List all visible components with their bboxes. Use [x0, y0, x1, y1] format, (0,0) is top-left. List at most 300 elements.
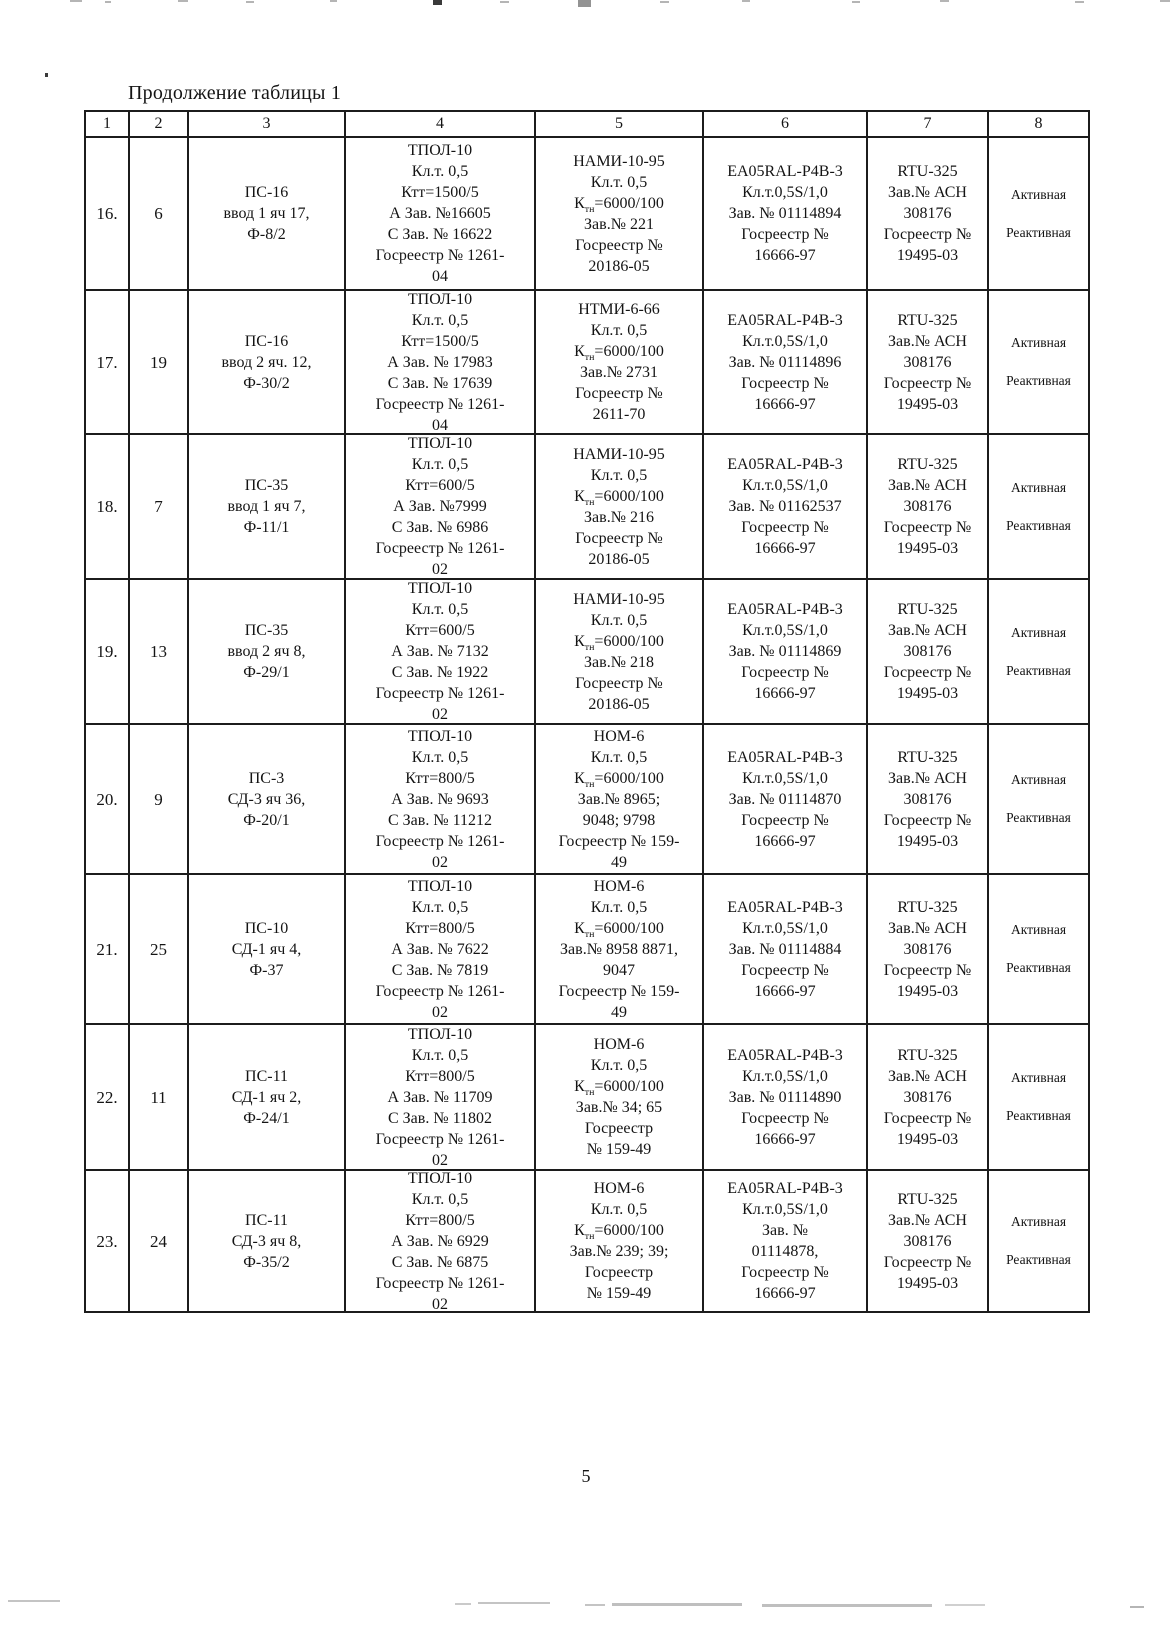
scan-artifact: [1160, 0, 1170, 2]
meter-line: Госреестр №: [741, 1109, 829, 1127]
vt-line: НАМИ-10-95: [573, 590, 665, 608]
scan-artifact: [852, 1, 860, 3]
location-line: ввод 2 яч. 12,: [221, 353, 312, 371]
row-16-vt-cell: [536, 138, 704, 291]
location-line: Ф-29/1: [243, 664, 290, 681]
row-19-vt-cell: [536, 580, 704, 725]
row-18-vt-cell: [536, 435, 704, 580]
column-header-7: 7: [868, 112, 989, 138]
row-23-ct-cell: [346, 1171, 536, 1313]
location-line: ПС-16: [244, 332, 289, 350]
ct-line: Госреестр № 1261-: [375, 247, 505, 264]
row-23-vt-cell: [536, 1171, 704, 1313]
row-20-energy-cell: [989, 725, 1090, 875]
meter-line: Госреестр №: [741, 1264, 829, 1281]
rtu-line: Зав.№ АСН: [888, 1067, 967, 1085]
vt-line: Госреестр: [584, 1120, 654, 1137]
ct-line: Кл.т. 0,5: [411, 601, 469, 618]
scan-artifact: [742, 0, 750, 2]
row-16-point-cell: 6: [130, 138, 189, 291]
ct-line: 02: [432, 706, 448, 723]
meter-line: Зав. № 01114870: [728, 790, 842, 808]
rtu-line: RTU-325: [897, 163, 958, 180]
vt-line: $К_{тн}=6000/100$: [574, 487, 664, 508]
vt-line: Зав.№ 34; 65: [575, 1099, 663, 1116]
energy-line: Реактивная: [1006, 810, 1071, 825]
scan-artifact: [45, 73, 48, 77]
meter-line: Зав. № 01114869: [728, 643, 842, 660]
rtu-line: Зав.№ АСН: [888, 622, 967, 639]
rtu-line: 308176: [903, 940, 952, 958]
row-19-location-cell: [189, 580, 346, 725]
energy-line: Реактивная: [1006, 960, 1071, 975]
energy-line: Активная: [1010, 922, 1067, 937]
ct-line: А Зав. № 7132: [391, 643, 489, 660]
row-19-meter-cell: [704, 580, 868, 725]
ct-line: С Зав. № 16622: [387, 226, 493, 243]
vt-line: $К_{тн}=6000/100$: [574, 1078, 664, 1099]
column-header-4: 4: [346, 112, 536, 138]
rtu-line: RTU-325: [897, 1190, 958, 1208]
meter-line: Зав. № 01114896: [728, 353, 842, 371]
scan-artifact: [945, 1604, 985, 1606]
ct-line: С Зав. № 17639: [387, 374, 493, 392]
scan-artifact: [1130, 1606, 1144, 1608]
row-20-num-cell: 20.: [86, 725, 130, 875]
meter-line: Кл.т.0,5S/1,0: [742, 1201, 828, 1218]
ct-line: А Зав. №7999: [393, 498, 487, 515]
rtu-line: Госреестр №: [883, 1253, 972, 1271]
rtu-line: Зав.№ АСН: [888, 184, 967, 201]
meter-line: EA05RAL-P4B-3: [727, 748, 843, 766]
table: [84, 110, 1090, 1313]
energy-line: Реактивная: [1006, 1252, 1071, 1267]
vt-line: $К_{тн}=6000/100$: [574, 632, 664, 653]
vt-line: Зав.№ 221: [584, 215, 654, 233]
row-19-energy-cell: [989, 580, 1090, 725]
meter-line: Госреестр №: [741, 811, 829, 829]
meter-line: Госреестр №: [741, 374, 829, 392]
scan-artifact: [478, 1602, 550, 1604]
vt-line: НОМ-6: [593, 877, 645, 895]
ct-line: А Зав. № 9693: [391, 790, 489, 808]
ct-line: Госреестр № 1261-: [375, 1130, 505, 1148]
vt-line: Зав.№ 8958 8871,: [560, 940, 678, 958]
vt-line: $К_{тн}=6000/100$: [574, 343, 664, 364]
rtu-line: Зав.№ АСН: [888, 332, 967, 350]
location-line: ПС-16: [244, 184, 289, 201]
row-17-location-cell: [189, 291, 346, 435]
scan-artifact: [585, 1604, 605, 1606]
location-line: ПС-10: [244, 919, 289, 937]
rtu-line: RTU-325: [897, 898, 958, 916]
row-22-ct-cell: [346, 1025, 536, 1171]
meter-line: Госреестр №: [741, 664, 829, 681]
ct-line: Ктт=600/5: [405, 622, 475, 639]
location-line: ПС-11: [245, 1211, 288, 1229]
column-header-1: 1: [86, 112, 130, 138]
rtu-line: Зав.№ АСН: [888, 769, 967, 787]
vt-line: 20186-05: [588, 550, 650, 568]
vt-line: НОМ-6: [593, 1180, 645, 1197]
energy-line: Реактивная: [1006, 517, 1071, 533]
ct-line: 04: [432, 268, 448, 285]
vt-line: Госреестр № 159-: [558, 982, 680, 1000]
energy-line: Реактивная: [1006, 373, 1071, 388]
location-line: ПС-35: [244, 622, 289, 639]
row-16-location-cell: [189, 138, 346, 291]
rtu-line: 308176: [903, 1232, 952, 1250]
ct-line: С Зав. № 11212: [387, 811, 492, 829]
ct-line: 02: [432, 561, 448, 578]
rtu-line: Зав.№ АСН: [888, 1211, 967, 1229]
ct-line: Ктт=800/5: [405, 769, 475, 787]
energy-line: Активная: [1010, 186, 1067, 202]
rtu-line: Госреестр №: [883, 1109, 972, 1127]
vt-line: Кл.т. 0,5: [590, 466, 648, 484]
meter-line: EA05RAL-P4B-3: [727, 311, 843, 329]
row-16-rtu-cell: [868, 138, 989, 291]
vt-line: Кл.т. 0,5: [590, 1201, 648, 1218]
row-17-meter-cell: [704, 291, 868, 435]
rtu-line: 19495-03: [896, 982, 959, 1000]
location-line: Ф-37: [249, 961, 284, 979]
vt-line: Госреестр: [584, 1264, 654, 1281]
ct-line: С Зав. № 7819: [391, 961, 489, 979]
row-16-meter-cell: [704, 138, 868, 291]
rtu-line: 19495-03: [896, 540, 959, 557]
meter-line: EA05RAL-P4B-3: [727, 601, 843, 618]
vt-line: 2611-70: [592, 406, 646, 423]
meter-line: 16666-97: [754, 1285, 816, 1302]
rtu-line: Госреестр №: [883, 811, 972, 829]
ct-line: А Зав. № 7622: [391, 940, 489, 958]
energy-line: Активная: [1010, 1214, 1067, 1229]
meter-line: Кл.т.0,5S/1,0: [742, 622, 828, 639]
energy-line: Активная: [1010, 479, 1067, 495]
row-20-vt-cell: [536, 725, 704, 875]
location-line: ввод 1 яч 7,: [227, 498, 306, 515]
ct-line: А Зав. № 6929: [391, 1232, 489, 1250]
ct-line: 02: [432, 1003, 448, 1021]
row-21-ct-cell: [346, 875, 536, 1025]
ct-line: Госреестр № 1261-: [375, 540, 505, 557]
ct-line: С Зав. № 6986: [391, 519, 489, 536]
column-header-2: 2: [130, 112, 189, 138]
ct-line: ТПОЛ-10: [407, 877, 473, 895]
row-19-num-cell: 19.: [86, 580, 130, 725]
scan-artifact: [8, 1600, 60, 1602]
row-21-num-cell: 21.: [86, 875, 130, 1025]
scan-artifact: [330, 0, 337, 2]
meter-line: Кл.т.0,5S/1,0: [742, 184, 828, 201]
vt-line: № 159-49: [586, 1141, 652, 1158]
ct-line: Кл.т. 0,5: [411, 1190, 469, 1208]
location-line: Ф-30/2: [243, 374, 290, 392]
meter-line: EA05RAL-P4B-3: [727, 1046, 843, 1064]
ct-line: ТПОЛ-10: [407, 727, 473, 745]
location-line: СД-1 яч 2,: [231, 1088, 302, 1106]
energy-line: Реактивная: [1006, 662, 1071, 678]
location-line: СД-1 яч 4,: [231, 940, 302, 958]
rtu-line: 308176: [903, 498, 952, 515]
row-16-energy-cell: [989, 138, 1090, 291]
row-21-point-cell: 25: [130, 875, 189, 1025]
ct-line: Ктт=600/5: [405, 477, 475, 494]
ct-line: Кл.т. 0,5: [411, 163, 469, 180]
row-18-meter-cell: [704, 435, 868, 580]
column-header-6: 6: [704, 112, 868, 138]
meter-line: 16666-97: [754, 1130, 816, 1148]
vt-line: Госреестр №: [575, 385, 663, 402]
ct-line: ТПОЛ-10: [407, 291, 473, 308]
location-line: Ф-11/1: [243, 519, 290, 536]
location-line: ввод 2 яч 8,: [227, 643, 306, 660]
row-20-meter-cell: [704, 725, 868, 875]
meter-line: 16666-97: [754, 832, 816, 850]
rtu-line: RTU-325: [897, 601, 958, 618]
vt-line: Кл.т. 0,5: [590, 611, 648, 629]
row-21-vt-cell: [536, 875, 704, 1025]
location-line: Ф-20/1: [243, 811, 290, 829]
scan-artifact: [578, 0, 591, 7]
energy-line: Активная: [1010, 772, 1067, 787]
row-18-num-cell: 18.: [86, 435, 130, 580]
vt-line: $К_{тн}=6000/100$: [574, 1222, 664, 1243]
vt-line: Зав.№ 216: [584, 508, 654, 526]
rtu-line: Госреестр №: [883, 519, 972, 536]
row-17-ct-cell: [346, 291, 536, 435]
location-line: ввод 1 яч 17,: [223, 205, 310, 222]
rtu-line: Госреестр №: [883, 664, 972, 681]
scan-artifact: [178, 0, 188, 2]
scan-artifact: [612, 1603, 742, 1606]
rtu-line: Зав.№ АСН: [888, 477, 967, 494]
row-22-rtu-cell: [868, 1025, 989, 1171]
vt-line: НАМИ-10-95: [573, 152, 665, 170]
row-23-point-cell: 24: [130, 1171, 189, 1313]
scan-artifact: [246, 1, 254, 3]
meter-line: EA05RAL-P4B-3: [727, 1180, 843, 1197]
ct-line: ТПОЛ-10: [407, 580, 473, 597]
row-20-rtu-cell: [868, 725, 989, 875]
row-18-rtu-cell: [868, 435, 989, 580]
meter-line: Зав. № 01114884: [728, 940, 842, 958]
scan-artifact: [660, 1, 669, 3]
rtu-line: 308176: [903, 353, 952, 371]
vt-line: Кл.т. 0,5: [590, 1057, 648, 1074]
row-23-num-cell: 23.: [86, 1171, 130, 1313]
ct-line: Госреестр № 1261-: [375, 685, 505, 702]
scan-artifact: [1075, 1, 1084, 3]
row-16-ct-cell: [346, 138, 536, 291]
column-header-8: 8: [989, 112, 1090, 138]
vt-line: НОМ-6: [593, 1036, 645, 1053]
rtu-line: Госреестр №: [883, 961, 972, 979]
meter-line: EA05RAL-P4B-3: [727, 163, 843, 180]
scan-artifact: [70, 0, 82, 2]
page-number: 5: [581, 1466, 591, 1486]
vt-line: Кл.т. 0,5: [590, 322, 648, 339]
row-17-num-cell: 17.: [86, 291, 130, 435]
meter-line: Зав. №: [762, 1222, 808, 1239]
meter-line: 16666-97: [754, 395, 816, 413]
rtu-line: 308176: [903, 643, 952, 660]
meter-line: EA05RAL-P4B-3: [727, 456, 843, 473]
ct-line: Кл.т. 0,5: [411, 1046, 469, 1064]
energy-line: Реактивная: [1006, 1108, 1071, 1123]
column-header-3: 3: [189, 112, 346, 138]
meter-line: 01114878,: [751, 1243, 819, 1260]
row-23-rtu-cell: [868, 1171, 989, 1313]
rtu-line: 19495-03: [896, 685, 959, 702]
row-22-location-cell: [189, 1025, 346, 1171]
ct-line: Госреестр № 1261-: [375, 395, 505, 413]
rtu-line: 19495-03: [896, 247, 959, 264]
vt-line: 9048; 9798: [582, 811, 656, 829]
meter-line: 16666-97: [754, 982, 816, 1000]
vt-line: Госреестр №: [575, 236, 663, 254]
vt-line: № 159-49: [586, 1285, 652, 1302]
scan-artifact: [455, 1603, 471, 1605]
energy-line: Активная: [1010, 624, 1067, 640]
row-23-meter-cell: [704, 1171, 868, 1313]
ct-line: ТПОЛ-10: [407, 142, 473, 159]
row-20-point-cell: 9: [130, 725, 189, 875]
vt-line: 49: [611, 1003, 627, 1021]
rtu-line: 19495-03: [896, 1130, 959, 1148]
row-21-rtu-cell: [868, 875, 989, 1025]
ct-line: А Зав. № 17983: [387, 353, 493, 371]
ct-line: Ктт=800/5: [405, 1211, 475, 1229]
scan-artifact: [433, 0, 442, 5]
meter-line: Кл.т.0,5S/1,0: [742, 769, 828, 787]
rtu-line: 308176: [903, 790, 952, 808]
ct-line: Госреестр № 1261-: [375, 982, 505, 1000]
meter-line: Кл.т.0,5S/1,0: [742, 477, 828, 494]
ct-line: 02: [432, 1295, 448, 1313]
row-22-energy-cell: [989, 1025, 1090, 1171]
vt-line: Кл.т. 0,5: [590, 748, 648, 766]
row-19-point-cell: 13: [130, 580, 189, 725]
location-line: ПС-35: [244, 477, 289, 494]
rtu-line: Госреестр №: [883, 226, 972, 243]
page-title: Продолжение таблицы 1: [128, 82, 342, 104]
ct-line: ТПОЛ-10: [407, 1025, 473, 1043]
row-21-meter-cell: [704, 875, 868, 1025]
row-22-meter-cell: [704, 1025, 868, 1171]
ct-line: Кл.т. 0,5: [411, 456, 469, 473]
row-17-energy-cell: [989, 291, 1090, 435]
rtu-line: RTU-325: [897, 311, 958, 329]
vt-line: Кл.т. 0,5: [590, 173, 648, 191]
ct-line: ТПОЛ-10: [407, 1171, 473, 1187]
vt-line: Зав.№ 8965;: [577, 790, 661, 808]
ct-line: Госреестр № 1261-: [375, 832, 505, 850]
meter-line: Кл.т.0,5S/1,0: [742, 919, 828, 937]
meter-line: Госреестр №: [741, 961, 829, 979]
location-line: Ф-24/1: [243, 1109, 290, 1127]
vt-line: Госреестр №: [575, 529, 663, 547]
ct-line: А Зав. №16605: [389, 205, 491, 222]
meter-line: EA05RAL-P4B-3: [727, 898, 843, 916]
energy-line: Активная: [1010, 1070, 1067, 1085]
row-20-ct-cell: [346, 725, 536, 875]
rtu-line: 19495-03: [896, 395, 959, 413]
vt-line: 49: [611, 853, 627, 871]
ct-line: Кл.т. 0,5: [411, 748, 469, 766]
row-17-vt-cell: [536, 291, 704, 435]
vt-line: $К_{тн}=6000/100$: [574, 769, 664, 790]
rtu-line: 19495-03: [896, 1274, 959, 1292]
row-21-location-cell: [189, 875, 346, 1025]
rtu-line: RTU-325: [897, 456, 958, 473]
energy-line: Активная: [1010, 335, 1067, 350]
location-line: ПС-3: [248, 769, 285, 787]
meter-line: Кл.т.0,5S/1,0: [742, 1067, 828, 1085]
ct-line: С Зав. № 11802: [387, 1109, 492, 1127]
meter-line: Госреестр №: [741, 519, 829, 536]
row-19-rtu-cell: [868, 580, 989, 725]
vt-line: НАМИ-10-95: [573, 445, 665, 463]
ct-line: С Зав. № 6875: [391, 1253, 489, 1271]
row-18-energy-cell: [989, 435, 1090, 580]
vt-line: Зав.№ 2731: [580, 364, 658, 381]
row-16-num-cell: 16.: [86, 138, 130, 291]
row-22-point-cell: 11: [130, 1025, 189, 1171]
scan-artifact: [762, 1604, 932, 1607]
ct-line: 04: [432, 416, 448, 434]
meter-line: Зав. № 01162537: [728, 498, 842, 515]
row-23-energy-cell: [989, 1171, 1090, 1313]
location-line: Ф-8/2: [247, 226, 286, 243]
meter-line: Кл.т.0,5S/1,0: [742, 332, 828, 350]
rtu-line: 308176: [903, 205, 952, 222]
vt-line: 20186-05: [588, 695, 650, 713]
scan-artifact: [500, 1, 509, 3]
rtu-line: RTU-325: [897, 748, 958, 766]
vt-line: $К_{тн}=6000/100$: [574, 194, 664, 215]
ct-line: 02: [432, 853, 448, 871]
rtu-line: 308176: [903, 1088, 952, 1106]
vt-line: НТМИ-6-66: [578, 301, 660, 318]
rtu-line: RTU-325: [897, 1046, 958, 1064]
ct-line: 02: [432, 1151, 448, 1169]
meter-line: Зав. № 01114890: [728, 1088, 842, 1106]
vt-line: 20186-05: [588, 257, 650, 275]
meter-line: Госреестр №: [741, 226, 829, 243]
vt-line: НОМ-6: [593, 727, 645, 745]
ct-line: Ктт=800/5: [405, 919, 475, 937]
row-23-location-cell: [189, 1171, 346, 1313]
row-21-energy-cell: [989, 875, 1090, 1025]
vt-line: Госреестр № 159-: [558, 832, 680, 850]
vt-line: Зав.№ 239; 39;: [569, 1243, 669, 1260]
ct-line: ТПОЛ-10: [407, 435, 473, 452]
rtu-line: Зав.№ АСН: [888, 919, 967, 937]
column-header-5: 5: [536, 112, 704, 138]
vt-line: Зав.№ 218: [584, 653, 654, 671]
rtu-line: Госреестр №: [883, 374, 972, 392]
location-line: Ф-35/2: [243, 1253, 290, 1271]
row-22-num-cell: 22.: [86, 1025, 130, 1171]
energy-line: Реактивная: [1006, 224, 1071, 240]
location-line: ПС-11: [245, 1067, 288, 1085]
meter-line: 16666-97: [754, 540, 816, 557]
row-18-location-cell: [189, 435, 346, 580]
meter-line: 16666-97: [754, 247, 816, 264]
ct-line: Кл.т. 0,5: [411, 898, 469, 916]
